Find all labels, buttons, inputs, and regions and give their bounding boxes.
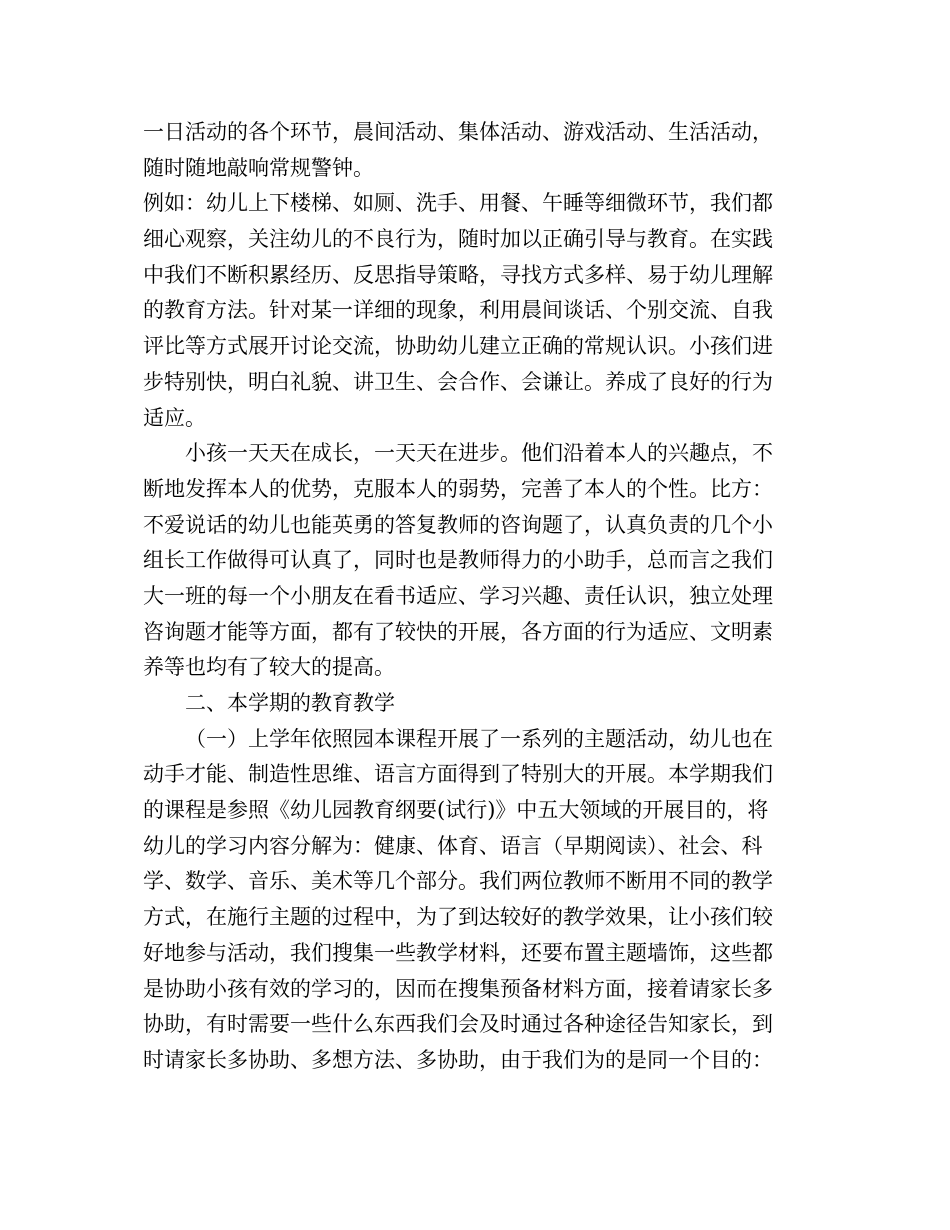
paragraph-first-line: （一）上学年依照园本课程开展了一系列的主题活动，幼儿也在 — [185, 726, 773, 751]
text-line: 组长工作做得可认真了，同时也是教师得力的小助手，总而言之我们 — [143, 548, 773, 573]
text-line: 一日活动的各个环节，晨间活动、集体活动、游戏活动、生活活动， — [143, 120, 773, 144]
text-line: 例如：幼儿上下楼梯、如厕、洗手、用餐、午睡等细微环节，我们都 — [143, 191, 773, 216]
text-line: 中我们不断积累经历、反思指导策略，寻找方式多样、易于幼儿理解 — [143, 262, 773, 287]
document-body — [143, 115, 813, 1079]
text-line: 动手才能、制造性思维、语言方面得到了特别大的开展。本学期我们 — [143, 762, 773, 787]
text-line: 是协助小孩有效的学习的，因而在搜集预备材料方面，接着请家长多 — [143, 976, 773, 1001]
text-line: 好地参与活动，我们搜集一些教学材料，还要布置主题墙饰，这些都 — [143, 940, 773, 965]
text-line: 的教育方法。针对某一详细的现象，利用晨间谈话、个别交流、自我 — [143, 298, 773, 323]
text-line: 大一班的每一个小朋友在看书适应、学习兴趣、责任认识，独立处理 — [143, 583, 773, 608]
text-line: 断地发挥本人的优势，克服本人的弱势，完善了本人的个性。比方： — [143, 476, 773, 501]
text-line: 咨询题才能等方面，都有了较快的开展，各方面的行为适应、文明素 — [143, 619, 773, 644]
text-line: 的课程是参照《幼儿园教育纲要(试行)》中五大领域的开展目的，将 — [143, 798, 769, 823]
paragraph-first-line: 小孩一天天在成长，一天天在进步。他们沿着本人的兴趣点，不 — [185, 441, 773, 466]
text-line: 时请家长多协助、多想方法、多协助，由于我们为的是同一个目的： — [143, 1047, 773, 1072]
text-line: 方式，在施行主题的过程中，为了到达较好的教学效果，让小孩们较 — [143, 905, 773, 930]
text-line: 幼儿的学习内容分解为：健康、体育、语言（早期阅读）、社会、科 — [143, 833, 763, 858]
section-heading: 二、本学期的教育教学 — [185, 691, 395, 715]
text-line: 协助，有时需要一些什么东西我们会及时通过各种途径告知家长，到 — [143, 1012, 773, 1037]
text-line: 细心观察，关注幼儿的不良行为，随时加以正确引导与教育。在实践 — [143, 227, 773, 252]
text-line: 评比等方式展开讨论交流，协助幼儿建立正确的常规认识。小孩们进 — [143, 334, 773, 359]
text-line: 适应。 — [143, 405, 206, 430]
text-line: 步特别快，明白礼貌、讲卫生、会合作、会谦让。养成了良好的行为 — [143, 369, 773, 394]
text-line: 学、数学、音乐、美术等几个部分。我们两位教师不断用不同的教学 — [143, 869, 773, 894]
text-line: 养等也均有了较大的提高。 — [143, 655, 395, 680]
text-line: 随时随地敲响常规警钟。 — [143, 155, 374, 180]
text-line: 不爱说话的幼儿也能英勇的答复教师的咨询题了，认真负责的几个小 — [143, 512, 773, 537]
